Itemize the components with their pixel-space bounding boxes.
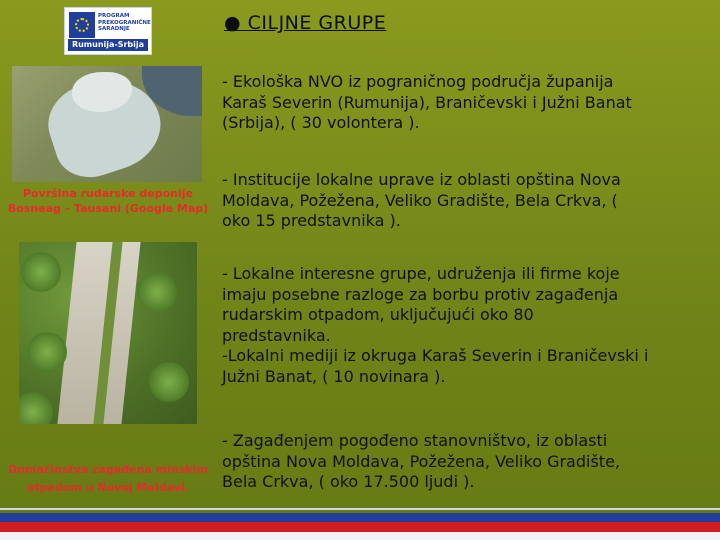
logo-text: PROGRAM PREKOGRANIČNE SARADNJE [98, 13, 151, 32]
target-group-local-government: - Institucije lokalne uprave iz oblasti opština Nova Moldava, Požežena, Veliko Gradište, Bela Crkva, ( oko 15 predstavnika ). [222, 170, 621, 231]
footer-band-blue [0, 513, 720, 522]
footer-band-red [0, 522, 720, 532]
footer-divider [0, 508, 720, 510]
mining-dump-aerial-photo [12, 66, 202, 182]
program-logo [64, 7, 152, 55]
slide-title: ● CILJNE GRUPE [224, 12, 387, 34]
polluted-garden-photo [19, 242, 197, 424]
eu-flag-icon [69, 12, 95, 38]
target-group-ngo: - Ekološka NVO iz pograničnog područja županija Karaš Severin (Rumunija), Braničevski i Južni Banat (Srbija), ( 30 volontera ). [222, 72, 632, 133]
target-group-interest-groups: - Lokalne interesne grupe, udruženja ili firme koje imaju posebne razloge za borbu protiv zagađenja rudarskim otpadom, uključujući oko 80 predstavnika. -Lokalni mediji iz okruga Karaš Severin i Braničevski i Južni Banat, ( 10 novinara ). [222, 264, 649, 386]
map-photo-caption: Površina rudarske deponije Bosneag – Tausani (Google Map) [7, 187, 209, 215]
garden-photo-caption: Domaćinstva zagađena minskim otpadom u Novoj Moldavi. [8, 463, 208, 494]
footer-band-white [0, 532, 720, 540]
logo-subtitle: Rumunija-Srbija [68, 39, 148, 51]
target-group-population: - Zagađenjem pogođeno stanovništvo, iz oblasti opština Nova Moldava, Požežena, Veliko Gradište, Bela Crkva, ( oko 17.500 ljudi ). [222, 431, 620, 492]
